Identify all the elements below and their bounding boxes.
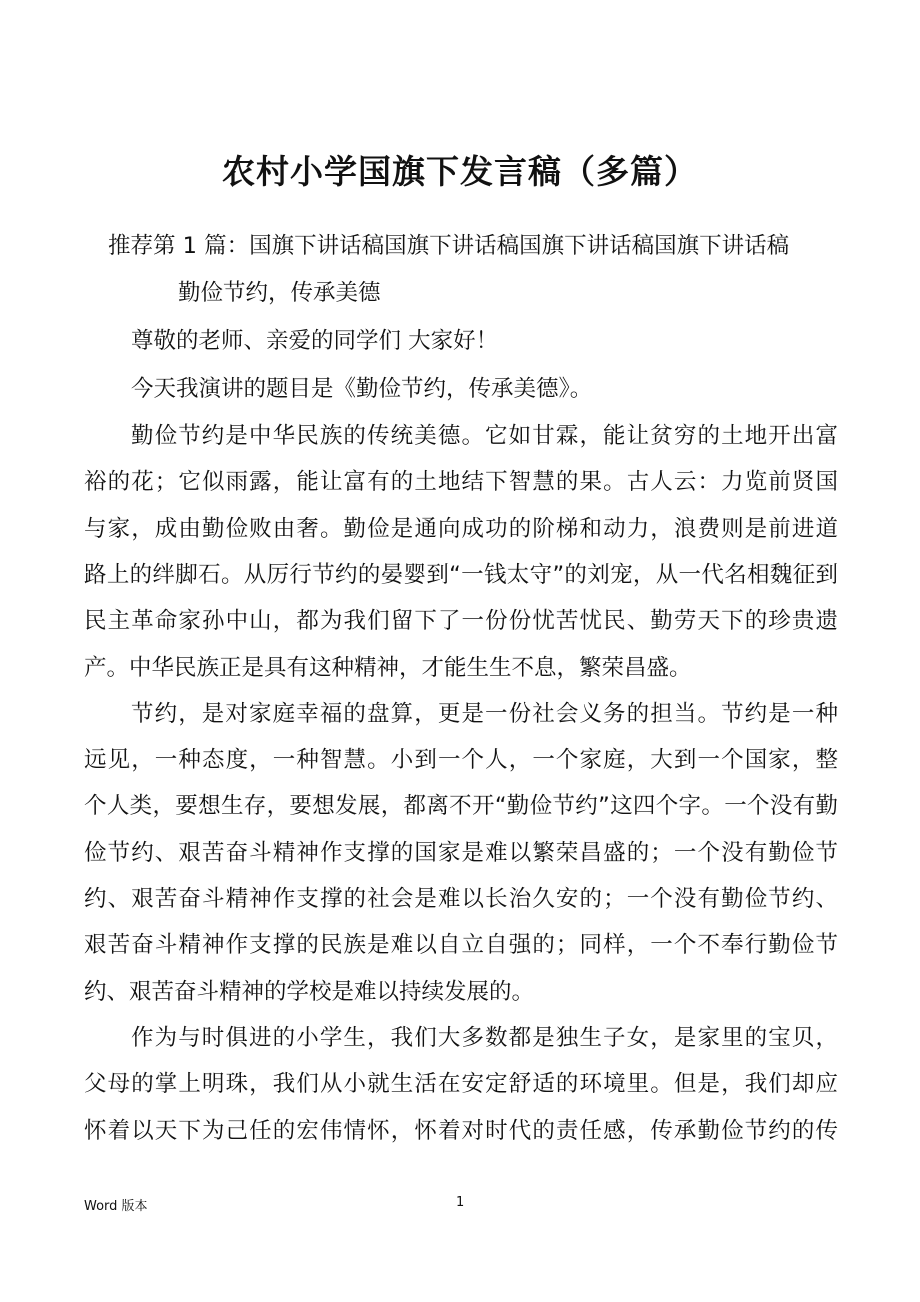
paragraph-line: 个人类，要想生存，要想发展，都离不开“勤俭节约”这四个字。一个没有勤 [84, 793, 838, 820]
paragraph-line: 约、艰苦奋斗精神作支撑的社会是难以长治久安的；一个没有勤俭节约、 [84, 886, 838, 912]
greeting: 尊敬的老师、亲爱的同学们 大家好！ [131, 328, 499, 354]
page-number: 1 [456, 1195, 465, 1210]
paragraph-line: 远见，一种态度，一种智慧。小到一个人，一个家庭，大到一个国家，整 [84, 747, 838, 774]
paragraph-line: 产。中华民族正是具有这种精神，才能生生不息，繁荣昌盛。 [84, 654, 692, 681]
paragraph-line: 怀着以天下为己任的宏伟情怀，怀着对时代的责任感，传承勤俭节约的传 [84, 1117, 838, 1144]
paragraph-line: 勤俭节约是中华民族的传统美德。它如甘霖，能让贫穷的土地开出富 [131, 423, 838, 449]
intro-line: 今天我演讲的题目是《勤俭节约，传承美德》。 [131, 376, 593, 402]
recommend-line: 推荐第 1 篇：国旗下讲话稿国旗下讲话稿国旗下讲话稿国旗下讲话稿 [108, 233, 790, 259]
paragraph-line: 裕的花；它似雨露，能让富有的土地结下智慧的果。古人云：力览前贤国 [84, 469, 838, 496]
paragraph-line: 父母的掌上明珠，我们从小就生活在安定舒适的环境里。但是，我们却应 [84, 1071, 838, 1098]
paragraph-line: 节约，是对家庭幸福的盘算，更是一份社会义务的担当。节约是一种 [131, 700, 838, 727]
footer-label: Word 版本 [84, 1199, 148, 1214]
paragraph-line: 路上的绊脚石。从厉行节约的晏婴到“一钱太守”的刘宠，从一代名相魏征到 [84, 561, 838, 588]
paragraph-line: 民主革命家孙中山，都为我们留下了一份份忧苦忧民、勤劳天下的珍贵遗 [84, 608, 838, 635]
paragraph-line: 约、艰苦奋斗精神的学校是难以持续发展的。 [84, 978, 535, 1005]
document-title: 农村小学国旗下发言稿（多篇） [222, 152, 698, 191]
paragraph-line: 艰苦奋斗精神作支撑的民族是难以自立自强的；同样，一个不奉行勤俭节 [84, 932, 838, 959]
speech-subtitle: 勤俭节约，传承美德 [178, 280, 381, 306]
paragraph-line: 俭节约、艰苦奋斗精神作支撑的国家是难以繁荣昌盛的；一个没有勤俭节 [84, 839, 838, 866]
paragraph-line: 与家，成由勤俭败由奢。勤俭是通向成功的阶梯和动力，浪费则是前进道 [84, 515, 838, 542]
paragraph-line: 作为与时俱进的小学生，我们大多数都是独生子女，是家里的宝贝， [131, 1024, 838, 1051]
